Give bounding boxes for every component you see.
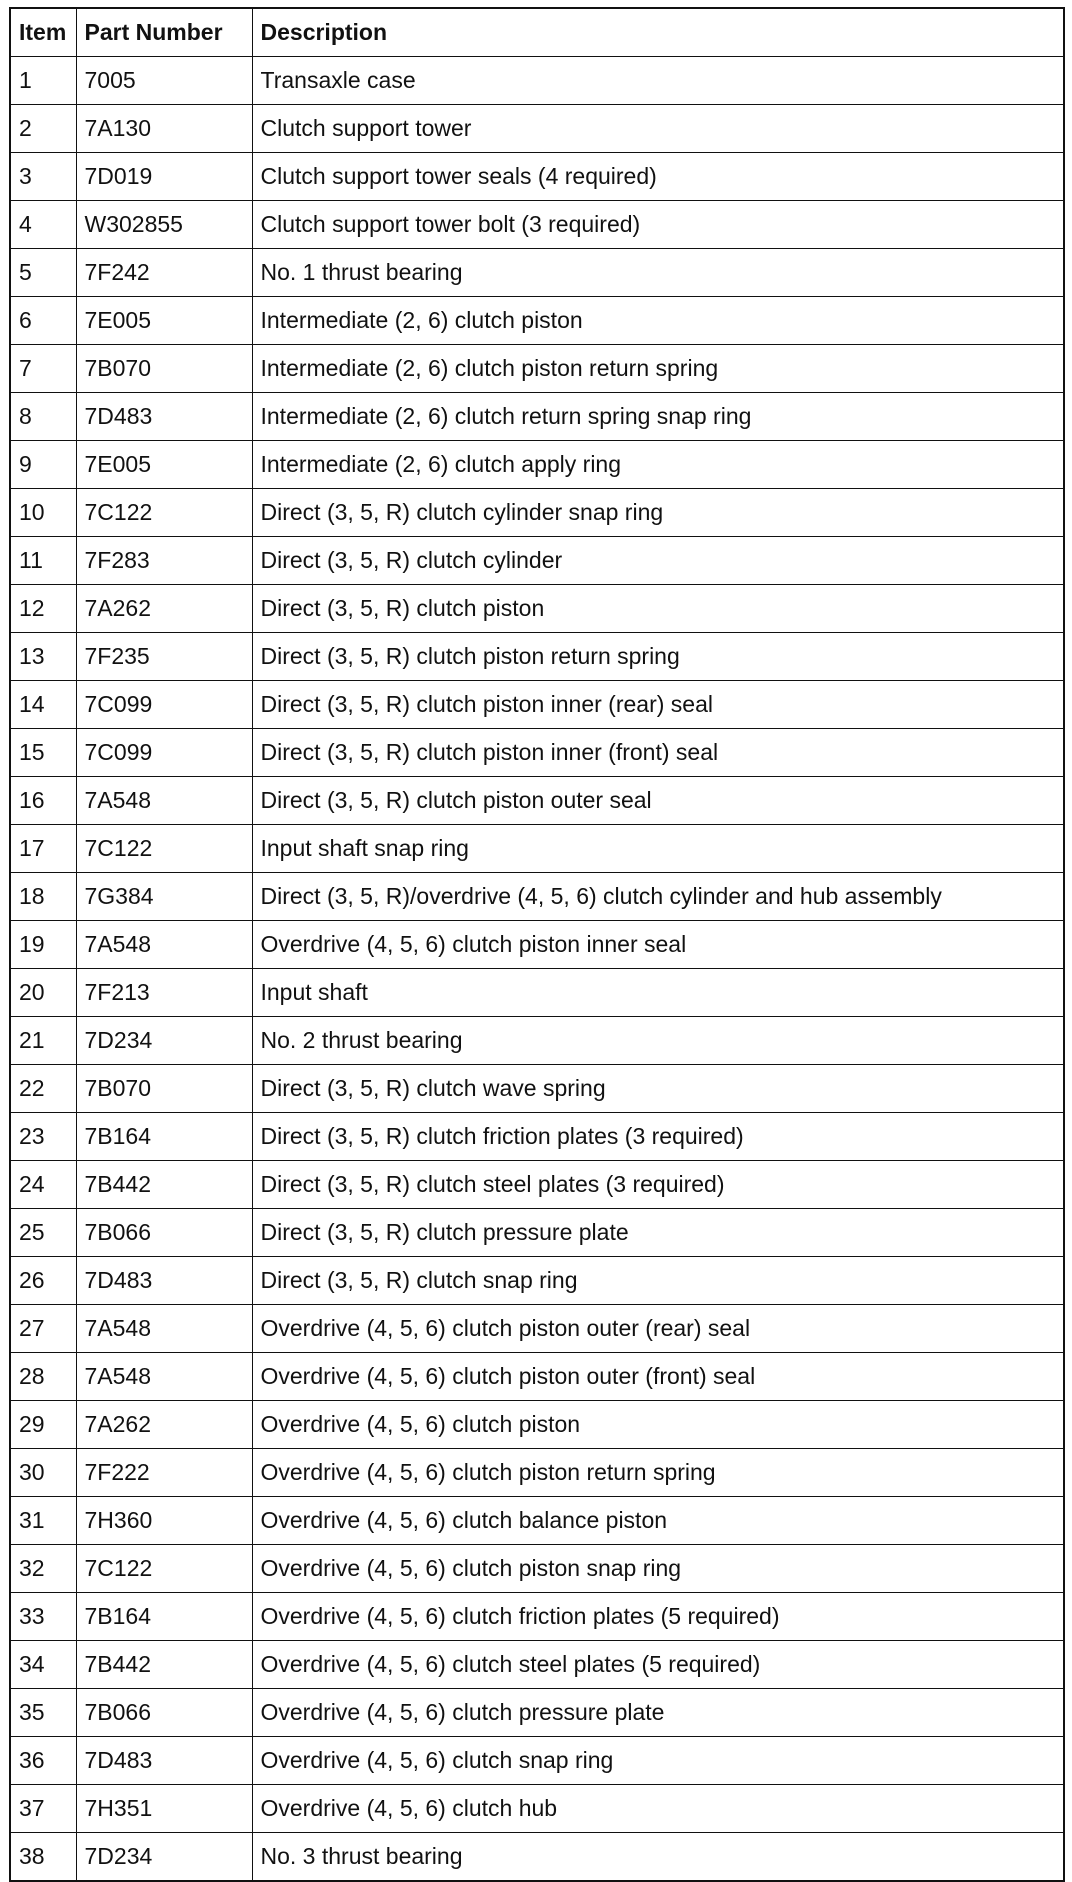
table-row (10, 1401, 1064, 1449)
part-number-cell: W302855 (76, 201, 252, 249)
part-number-cell: 7D234 (76, 1017, 252, 1065)
item-cell: 7 (10, 345, 76, 393)
description-cell: Overdrive (4, 5, 6) clutch snap ring (252, 1737, 1064, 1785)
table-row (10, 681, 1064, 729)
description-cell: Direct (3, 5, R) clutch steel plates (3 required) (252, 1161, 1064, 1209)
table-row (10, 1497, 1064, 1545)
table-row (10, 249, 1064, 297)
description-cell: Overdrive (4, 5, 6) clutch pressure plate (252, 1689, 1064, 1737)
table-row (10, 777, 1064, 825)
item-cell: 25 (10, 1209, 76, 1257)
table-header-row (10, 8, 1064, 57)
part-number-cell: 7B164 (76, 1113, 252, 1161)
item-cell: 34 (10, 1641, 76, 1689)
item-cell: 28 (10, 1353, 76, 1401)
description-cell: Clutch support tower (252, 105, 1064, 153)
table-row (10, 1449, 1064, 1497)
item-cell: 10 (10, 489, 76, 537)
part-number-cell: 7A130 (76, 105, 252, 153)
description-cell: Overdrive (4, 5, 6) clutch friction plates (5 required) (252, 1593, 1064, 1641)
description-cell: Overdrive (4, 5, 6) clutch balance piston (252, 1497, 1064, 1545)
part-number-cell: 7D019 (76, 153, 252, 201)
table-row (10, 585, 1064, 633)
description-cell: Direct (3, 5, R) clutch wave spring (252, 1065, 1064, 1113)
table-row (10, 105, 1064, 153)
table-row (10, 489, 1064, 537)
column-header-item: Item (10, 8, 76, 57)
description-cell: Direct (3, 5, R) clutch snap ring (252, 1257, 1064, 1305)
table-row (10, 1593, 1064, 1641)
part-number-cell: 7D234 (76, 1833, 252, 1882)
item-cell: 6 (10, 297, 76, 345)
description-cell: No. 3 thrust bearing (252, 1833, 1064, 1882)
item-cell: 1 (10, 57, 76, 105)
description-cell: Direct (3, 5, R) clutch piston (252, 585, 1064, 633)
item-cell: 30 (10, 1449, 76, 1497)
item-cell: 18 (10, 873, 76, 921)
table-row (10, 1257, 1064, 1305)
part-number-cell: 7H360 (76, 1497, 252, 1545)
part-number-cell: 7A548 (76, 921, 252, 969)
item-cell: 20 (10, 969, 76, 1017)
part-number-cell: 7F242 (76, 249, 252, 297)
item-cell: 29 (10, 1401, 76, 1449)
part-number-cell: 7C122 (76, 489, 252, 537)
description-cell: Intermediate (2, 6) clutch piston (252, 297, 1064, 345)
item-cell: 4 (10, 201, 76, 249)
table-row (10, 633, 1064, 681)
table-row (10, 57, 1064, 105)
item-cell: 3 (10, 153, 76, 201)
table-row (10, 873, 1064, 921)
item-cell: 21 (10, 1017, 76, 1065)
table-row (10, 1737, 1064, 1785)
item-cell: 16 (10, 777, 76, 825)
part-number-cell: 7F283 (76, 537, 252, 585)
description-cell: Overdrive (4, 5, 6) clutch piston outer (front) seal (252, 1353, 1064, 1401)
part-number-cell: 7C122 (76, 825, 252, 873)
item-cell: 26 (10, 1257, 76, 1305)
table-row (10, 969, 1064, 1017)
item-cell: 8 (10, 393, 76, 441)
part-number-cell: 7B164 (76, 1593, 252, 1641)
description-cell: Direct (3, 5, R) clutch cylinder (252, 537, 1064, 585)
table-body (10, 57, 1064, 1882)
table-row (10, 441, 1064, 489)
table-row (10, 537, 1064, 585)
description-cell: Overdrive (4, 5, 6) clutch steel plates (5 required) (252, 1641, 1064, 1689)
column-header-part-number: Part Number (76, 8, 252, 57)
part-number-cell: 7005 (76, 57, 252, 105)
description-cell: Overdrive (4, 5, 6) clutch piston inner seal (252, 921, 1064, 969)
part-number-cell: 7E005 (76, 297, 252, 345)
part-number-cell: 7A548 (76, 1305, 252, 1353)
table-row (10, 921, 1064, 969)
item-cell: 2 (10, 105, 76, 153)
table-row (10, 153, 1064, 201)
parts-table (9, 7, 1065, 1882)
part-number-cell: 7B442 (76, 1641, 252, 1689)
table-row (10, 393, 1064, 441)
item-cell: 31 (10, 1497, 76, 1545)
column-header-description: Description (252, 8, 1064, 57)
part-number-cell: 7B070 (76, 345, 252, 393)
description-cell: Direct (3, 5, R) clutch piston inner (rear) seal (252, 681, 1064, 729)
item-cell: 17 (10, 825, 76, 873)
description-cell: Direct (3, 5, R) clutch pressure plate (252, 1209, 1064, 1257)
item-cell: 15 (10, 729, 76, 777)
table-row (10, 201, 1064, 249)
description-cell: Direct (3, 5, R)/overdrive (4, 5, 6) clutch cylinder and hub assembly (252, 873, 1064, 921)
part-number-cell: 7E005 (76, 441, 252, 489)
item-cell: 19 (10, 921, 76, 969)
part-number-cell: 7A262 (76, 1401, 252, 1449)
table-row (10, 1641, 1064, 1689)
part-number-cell: 7F213 (76, 969, 252, 1017)
part-number-cell: 7C099 (76, 681, 252, 729)
item-cell: 12 (10, 585, 76, 633)
description-cell: Overdrive (4, 5, 6) clutch hub (252, 1785, 1064, 1833)
item-cell: 24 (10, 1161, 76, 1209)
description-cell: Overdrive (4, 5, 6) clutch piston outer (rear) seal (252, 1305, 1064, 1353)
parts-table-container (9, 7, 1063, 1882)
description-cell: Transaxle case (252, 57, 1064, 105)
item-cell: 22 (10, 1065, 76, 1113)
description-cell: Overdrive (4, 5, 6) clutch piston snap ring (252, 1545, 1064, 1593)
part-number-cell: 7D483 (76, 393, 252, 441)
part-number-cell: 7D483 (76, 1257, 252, 1305)
item-cell: 38 (10, 1833, 76, 1882)
part-number-cell: 7C099 (76, 729, 252, 777)
table-row (10, 825, 1064, 873)
description-cell: Clutch support tower seals (4 required) (252, 153, 1064, 201)
description-cell: Input shaft snap ring (252, 825, 1064, 873)
table-row (10, 1545, 1064, 1593)
part-number-cell: 7A262 (76, 585, 252, 633)
part-number-cell: 7B442 (76, 1161, 252, 1209)
item-cell: 36 (10, 1737, 76, 1785)
item-cell: 9 (10, 441, 76, 489)
description-cell: Direct (3, 5, R) clutch piston return spring (252, 633, 1064, 681)
description-cell: Overdrive (4, 5, 6) clutch piston (252, 1401, 1064, 1449)
table-row (10, 1017, 1064, 1065)
part-number-cell: 7B066 (76, 1689, 252, 1737)
table-row (10, 1065, 1064, 1113)
description-cell: No. 2 thrust bearing (252, 1017, 1064, 1065)
table-row (10, 1209, 1064, 1257)
table-row (10, 1113, 1064, 1161)
description-cell: Intermediate (2, 6) clutch apply ring (252, 441, 1064, 489)
description-cell: Overdrive (4, 5, 6) clutch piston return spring (252, 1449, 1064, 1497)
description-cell: Direct (3, 5, R) clutch piston outer seal (252, 777, 1064, 825)
table-row (10, 1785, 1064, 1833)
part-number-cell: 7A548 (76, 1353, 252, 1401)
part-number-cell: 7F222 (76, 1449, 252, 1497)
part-number-cell: 7G384 (76, 873, 252, 921)
part-number-cell: 7D483 (76, 1737, 252, 1785)
item-cell: 13 (10, 633, 76, 681)
description-cell: Input shaft (252, 969, 1064, 1017)
item-cell: 33 (10, 1593, 76, 1641)
item-cell: 27 (10, 1305, 76, 1353)
item-cell: 35 (10, 1689, 76, 1737)
item-cell: 32 (10, 1545, 76, 1593)
table-row (10, 1833, 1064, 1882)
part-number-cell: 7A548 (76, 777, 252, 825)
table-row (10, 1305, 1064, 1353)
part-number-cell: 7F235 (76, 633, 252, 681)
item-cell: 14 (10, 681, 76, 729)
description-cell: Direct (3, 5, R) clutch friction plates (3 required) (252, 1113, 1064, 1161)
item-cell: 11 (10, 537, 76, 585)
table-row (10, 1353, 1064, 1401)
table-row (10, 729, 1064, 777)
part-number-cell: 7H351 (76, 1785, 252, 1833)
item-cell: 37 (10, 1785, 76, 1833)
table-row (10, 1689, 1064, 1737)
item-cell: 23 (10, 1113, 76, 1161)
description-cell: No. 1 thrust bearing (252, 249, 1064, 297)
item-cell: 5 (10, 249, 76, 297)
description-cell: Direct (3, 5, R) clutch piston inner (front) seal (252, 729, 1064, 777)
table-row (10, 297, 1064, 345)
part-number-cell: 7C122 (76, 1545, 252, 1593)
description-cell: Intermediate (2, 6) clutch return spring snap ring (252, 393, 1064, 441)
part-number-cell: 7B066 (76, 1209, 252, 1257)
description-cell: Intermediate (2, 6) clutch piston return spring (252, 345, 1064, 393)
part-number-cell: 7B070 (76, 1065, 252, 1113)
description-cell: Clutch support tower bolt (3 required) (252, 201, 1064, 249)
table-row (10, 1161, 1064, 1209)
description-cell: Direct (3, 5, R) clutch cylinder snap ring (252, 489, 1064, 537)
table-row (10, 345, 1064, 393)
